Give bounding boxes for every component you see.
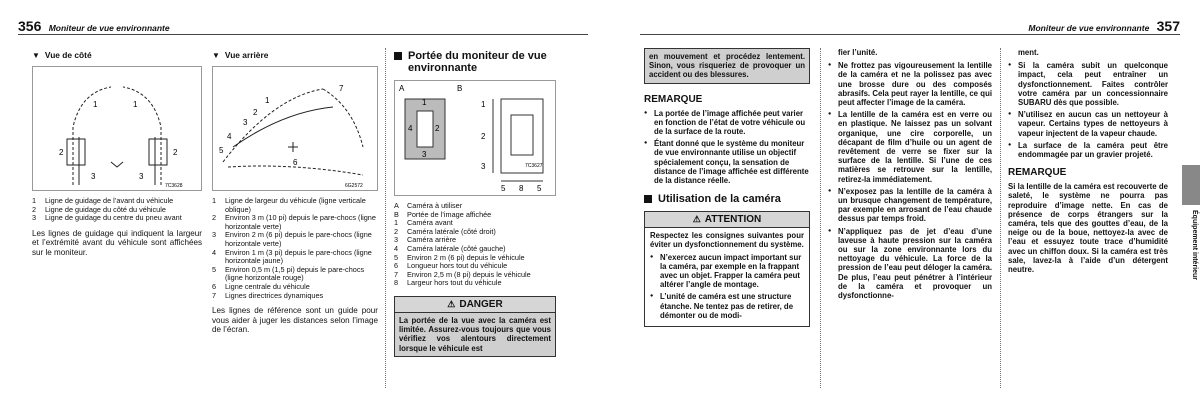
header-rule-left	[18, 34, 588, 35]
danger-continuation-text: en mouvement et procédez lentement. Sinon, vous risqueriez de provoquer un accident ou des blessures.	[649, 52, 805, 80]
list-item: ● La lentille de la caméra est en verre ou en plastique. Ne laissez pas un solvant organique, une cire corporelle, un décapant de film d’huile ou un agent de revêtement de verre se fixer sur la surface de la lentille. Si l’une de ces matières se retrouve sur la lentille, retirez-la immédiatement.	[828, 110, 992, 184]
legend-number: 4	[394, 243, 399, 253]
warning-icon: ⚠	[692, 214, 701, 225]
attention-title: ⚠ ATTENTION	[645, 212, 809, 228]
heading-text: Vue arrière	[224, 50, 269, 60]
list-item: ● Étant donné que le système du moniteur de vue environnante utilise un objectif spécialement conçu, la sensation de distance de l’image affichée est différente de la distance réelle.	[644, 139, 810, 185]
legend-number: B	[394, 209, 399, 219]
legend-number: 4	[212, 247, 217, 257]
dim-label: 5	[537, 184, 542, 193]
danger-text: La portée de la vue avec la caméra est limitée. Assurez-vous toujours que vous vérifiez vos alentours directement lorsque le véhicule est	[399, 315, 551, 353]
legend-number: 1	[32, 196, 37, 205]
legend-text: Environ 2 m (6 pi) depuis le véhicule	[407, 252, 525, 262]
rear-view-figure	[212, 66, 378, 191]
dim-label: 1	[481, 100, 486, 109]
legend-text: Caméra arrière	[407, 235, 457, 245]
figure-code: 6G2572	[345, 183, 363, 189]
column-divider	[1000, 48, 1001, 388]
legend-number: 7	[394, 269, 399, 279]
list-item: ● Si la caméra subit un quelconque impact, cela peut entraîner un dysfonctionnement. Faites contrôler votre caméra par un concessionnaire SUBARU dès que possible.	[1008, 61, 1168, 107]
legend-text: Environ 2,5 m (8 pi) depuis le véhicule	[407, 269, 531, 279]
figure-code: 7C3628	[165, 183, 183, 189]
legend-number: 7	[212, 290, 217, 300]
section-tab	[1182, 165, 1200, 205]
legend-text: Longueur hors tout du véhicule	[407, 261, 508, 271]
section-heading	[394, 50, 556, 74]
right-page-header	[1028, 18, 1180, 34]
danger-box	[394, 296, 556, 357]
label-2b: 2	[173, 148, 178, 157]
label-3: 3	[243, 118, 248, 127]
remarque-list	[644, 109, 810, 186]
legend-item	[212, 197, 378, 214]
legend-number: 1	[212, 196, 217, 205]
legend-item	[32, 214, 202, 223]
column-right-3	[1008, 48, 1168, 274]
list-item: ● L’unité de caméra est une structure étanche. Ne tentez pas de retirer, de démonter ou de modi-	[650, 292, 804, 320]
legend-item	[394, 279, 556, 288]
legend-text: Ligne centrale du véhicule	[225, 281, 310, 291]
dim-label: 8	[519, 184, 524, 193]
legend-number: 6	[394, 261, 399, 271]
legend-item	[212, 266, 378, 283]
label-B: B	[457, 84, 463, 93]
legend-number: 8	[394, 278, 399, 288]
square-icon	[394, 52, 402, 60]
legend-number: 3	[394, 235, 399, 245]
label-1: 1	[93, 100, 98, 109]
label-3b: 3	[139, 172, 144, 181]
legend	[394, 202, 556, 288]
section-heading	[212, 50, 378, 60]
caution-list	[1008, 61, 1168, 159]
triangle-icon: ▼	[32, 50, 40, 60]
label-3: 3	[91, 172, 96, 181]
paragraph: Les lignes de guidage qui indiquent la largeur et l’extrémité avant du véhicule sont affichées sur le moniteur.	[32, 228, 202, 257]
range-figure	[394, 80, 556, 196]
legend-number: 2	[32, 204, 37, 214]
header-title: Moniteur de vue environnante	[1028, 23, 1150, 33]
dim-label: 5	[501, 184, 506, 193]
dim-label: 3	[481, 162, 486, 171]
label-2: 2	[59, 148, 64, 157]
camera-label: 3	[422, 150, 427, 159]
column-divider	[385, 48, 386, 388]
column-rear-view	[212, 50, 378, 335]
legend-item	[212, 249, 378, 266]
header-title: Moniteur de vue environnante	[48, 23, 170, 33]
list-item: ● N’utilisez en aucun cas un nettoyeur à vapeur. Certains types de nettoyeurs à vapeur injectent de la vapeur chaude.	[1008, 110, 1168, 138]
legend-text: Environ 2 m (6 pi) depuis le pare-chocs (ligne horizontale verte)	[225, 230, 372, 248]
legend-text: Environ 0,5 m (1,5 pi) depuis le pare-chocs (ligne horizontale rouge)	[225, 264, 365, 283]
continuation-text: ment.	[1018, 48, 1039, 57]
continuation-text: fier l’unité.	[838, 48, 878, 57]
heading-text: Vue de côté	[44, 50, 92, 60]
label-1: 1	[265, 96, 270, 105]
caution-list	[828, 61, 992, 300]
list-item: ● La surface de la caméra peut être endommagée par un gravier projeté.	[1008, 141, 1168, 159]
attention-list	[650, 253, 804, 320]
legend-text: Environ 3 m (10 pi) depuis le pare-chocs (ligne horizontale verte)	[225, 213, 376, 231]
left-page-header	[18, 18, 170, 34]
range-diagram	[395, 81, 555, 195]
attention-intro: Respectez les consignes suivantes pour éviter un dysfonctionnement du système.	[650, 231, 804, 250]
legend-number: 1	[394, 218, 399, 228]
camera-label: 4	[408, 124, 413, 133]
legend-text: Caméra latérale (côté droit)	[407, 226, 496, 236]
camera-label: 2	[435, 124, 440, 133]
page-number: 356	[18, 18, 42, 34]
column-monitor-range	[394, 50, 556, 357]
legend-number: 6	[212, 281, 217, 291]
figure-code: 7C3627	[525, 163, 543, 169]
legend-text: Caméra à utiliser	[407, 201, 463, 210]
legend-text: Largeur hors tout du véhicule	[407, 278, 502, 288]
legend	[212, 197, 378, 300]
column-side-view	[32, 50, 202, 258]
attention-box	[644, 211, 810, 327]
heading-text: Utilisation de la caméra	[658, 193, 781, 206]
legend-number: 2	[212, 213, 217, 223]
legend-text: Caméra latérale (côté gauche)	[407, 243, 506, 253]
triangle-icon: ▼	[212, 50, 220, 60]
legend-number: 5	[212, 264, 217, 274]
column-right-2	[828, 48, 992, 303]
remarque-heading: REMARQUE	[1008, 167, 1067, 179]
danger-continuation	[644, 48, 810, 84]
legend-text: Ligne de guidage de l’avant du véhicule	[45, 196, 174, 205]
side-view-figure	[32, 66, 202, 191]
label-7: 7	[339, 84, 344, 93]
legend-number: 2	[394, 226, 399, 236]
side-tab-label: Équipement intérieur	[1191, 210, 1198, 281]
list-item: ● Ne frottez pas vigoureusement la lentille de la caméra et ne la polissez pas avec une brosse dure ou des composés abrasifs. Cela peut rayer la lentille, ce qui peut affecter l’image de la caméra.	[828, 61, 992, 107]
dim-label: 2	[481, 132, 486, 141]
label-A: A	[399, 84, 405, 93]
usage-heading	[644, 193, 810, 205]
warning-icon: ⚠	[447, 298, 456, 309]
side-view-diagram	[33, 67, 201, 190]
column-divider	[820, 48, 821, 388]
danger-title: ⚠ DANGER	[395, 297, 555, 313]
legend-text: Portée de l’image affichée	[407, 209, 492, 219]
list-item: ● La portée de l’image affichée peut varier en fonction de l’état de votre véhicule ou de la surface de la route.	[644, 109, 810, 137]
remarque-heading: REMARQUE	[644, 93, 703, 105]
legend-text: Caméra avant	[407, 218, 453, 228]
legend-number: 3	[212, 230, 217, 240]
label-2: 2	[253, 108, 258, 117]
remarque-text: Si la lentille de la caméra est recouverte de saleté, le système ne pourra pas reproduire d’image nette. En cas de présence de corps étrangers sur la caméra, tels que des gouttes d’eau, de la neige ou de la boue, nettoyez-la avec de l’eau et essuyez toute trace d’humidité avec un chiffon doux. Si la caméra est très sale, lavez-la à l’aide d’un détergent neutre.	[1008, 182, 1168, 275]
legend-number: A	[394, 201, 399, 210]
legend-number: 3	[32, 213, 37, 223]
legend-text: Ligne de guidage du centre du pneu avant	[45, 213, 182, 223]
label-5: 5	[219, 146, 224, 155]
legend-item	[212, 214, 378, 231]
section-heading	[32, 50, 202, 60]
legend-text: Ligne de largeur du véhicule (ligne verticale oblique)	[225, 196, 366, 214]
legend-item	[212, 231, 378, 248]
square-icon	[644, 195, 652, 203]
list-item: ● N’appliquez pas de jet d’eau d’une laveuse à haute pression sur la caméra ou sur la zone environnante lors du nettoyage du véhicule. La force de la pression de l’eau peut déloger la caméra. De plus, l’eau peut pénétrer à l’intérieur de la caméra et provoquer un dysfonctionne-	[828, 227, 992, 301]
paragraph: Les lignes de référence sont un guide pour vous aider à juger les distances selon l’image de l’écran.	[212, 306, 378, 335]
legend	[32, 197, 202, 223]
heading-text: Portée du moniteur de vue environnante	[408, 50, 547, 74]
label-4: 4	[227, 132, 232, 141]
camera-label: 1	[422, 98, 427, 107]
label-6: 6	[293, 158, 298, 167]
legend-number: 5	[394, 252, 399, 262]
rear-view-diagram	[213, 67, 377, 190]
legend-item	[212, 292, 378, 301]
legend-text: Lignes directrices dynamiques	[225, 290, 324, 300]
list-item: ● N’exposez pas la lentille de la caméra à un brusque changement de température, par exemple en arrosant de l’eau chaude dessus par temps froid.	[828, 187, 992, 224]
legend-text: Environ 1 m (3 pi) depuis le pare-chocs (ligne horizontale jaune)	[225, 247, 372, 266]
header-rule-right	[640, 34, 1180, 35]
legend-text: Ligne de guidage du côté du véhicule	[45, 204, 166, 214]
column-right-1	[644, 48, 810, 327]
list-item: ● N’exercez aucun impact important sur la caméra, par exemple en la frappant avec un objet. Frapper la caméra peut altérer l’angle de montage.	[650, 253, 804, 290]
label-1b: 1	[133, 100, 138, 109]
page-number: 357	[1156, 18, 1180, 34]
